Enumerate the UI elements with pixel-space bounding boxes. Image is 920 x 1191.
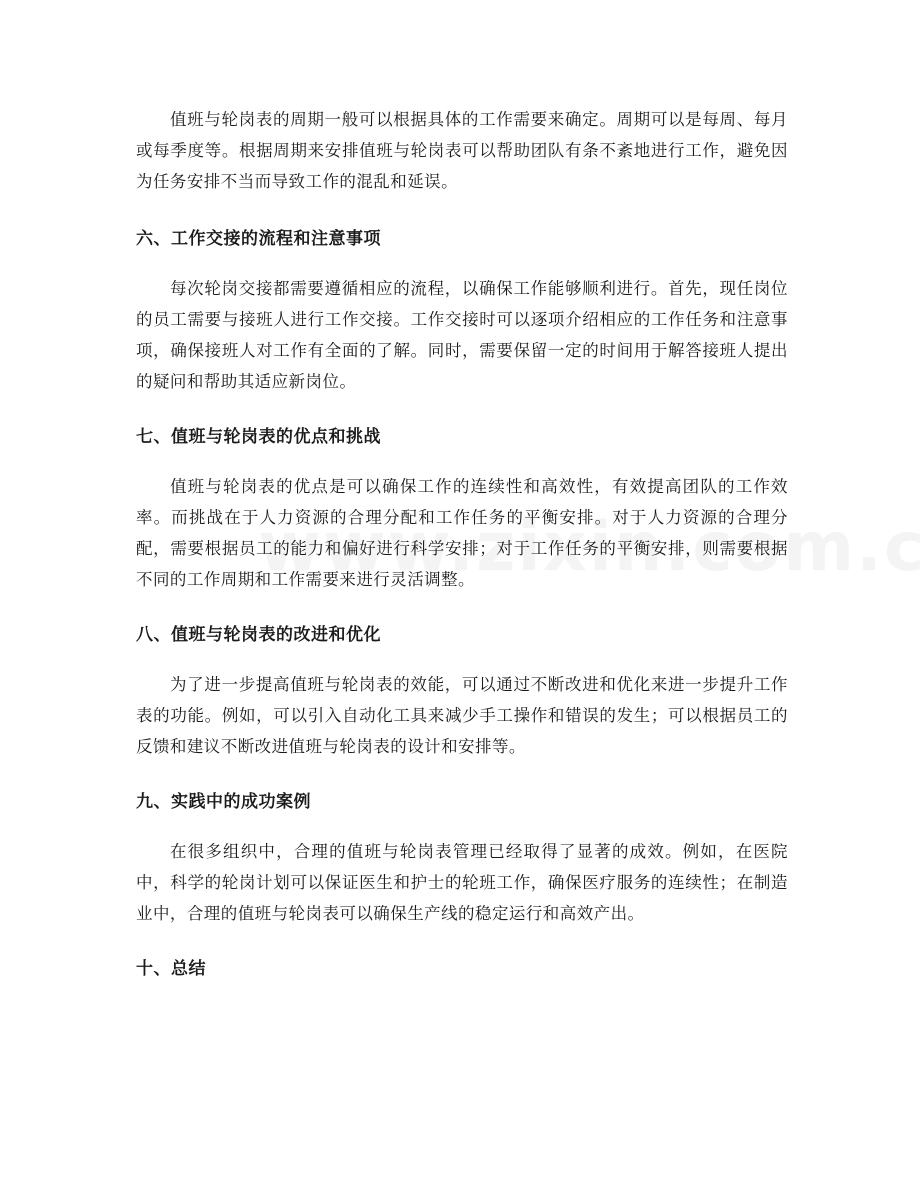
section-heading-6: 六、工作交接的流程和注意事项 [136, 229, 381, 249]
section-heading-7: 七、值班与轮岗表的优点和挑战 [136, 427, 381, 447]
section-heading-9: 九、实践中的成功案例 [136, 792, 311, 812]
section-paragraph-7: 值班与轮岗表的优点是可以确保工作的连续性和高效性，有效提高团队的工作效率。而挑战在于人力资源的合理分配和工作任务的平衡安排。对于人力资源的合理分配，需要根据员工的能力和偏好进行科学安排；对于工作任务的平衡安排，则需要根据不同的工作周期和工作需要来进行灵活调整。 [136, 477, 788, 589]
section-heading-10: 十、总结 [136, 959, 206, 979]
section-paragraph-8: 为了进一步提高值班与轮岗表的效能，可以通过不断改进和优化来进一步提升工作表的功能。例如，可以引入自动化工具来减少手工操作和错误的发生；可以根据员工的反馈和建议不断改进值班与轮岗表的设计和安排等。 [136, 675, 788, 756]
section-paragraph-9: 在很多组织中，合理的值班与轮岗表管理已经取得了显著的成效。例如，在医院中，科学的轮岗计划可以保证医生和护士的轮班工作，确保医疗服务的连续性；在制造业中，合理的值班与轮岗表可以确保生产线的稳定运行和高效产出。 [136, 842, 788, 923]
intro-paragraph: 值班与轮岗表的周期一般可以根据具体的工作需要来确定。周期可以是每周、每月或每季度等。根据周期来安排值班与轮岗表可以帮助团队有条不紊地进行工作，避免因为任务安排不当而导致工作的混乱和延误。 [136, 110, 788, 191]
section-paragraph-6: 每次轮岗交接都需要遵循相应的流程，以确保工作能够顺利进行。首先，现任岗位的员工需要与接班人进行工作交接。工作交接时可以逐项介绍相应的工作任务和注意事项，确保接班人对工作有全面的了解。同时，需要保留一定的时间用于解答接班人提出的疑问和帮助其适应新岗位。 [136, 279, 788, 391]
section-heading-8: 八、值班与轮岗表的改进和优化 [136, 625, 381, 645]
